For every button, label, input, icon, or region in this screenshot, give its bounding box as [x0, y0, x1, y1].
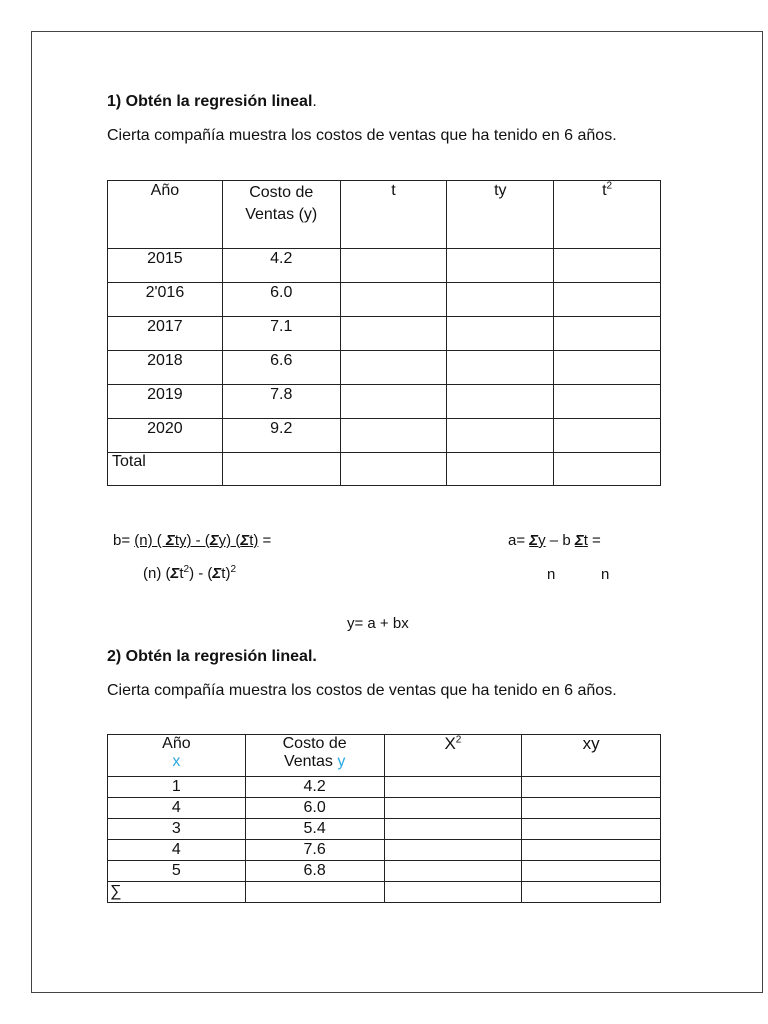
table2-cost-cell: 7.6: [245, 840, 384, 861]
table1-empty-cell[interactable]: [222, 453, 340, 486]
table2-header-row: [108, 735, 661, 777]
cost-table-1: [107, 180, 661, 486]
table-row: [108, 840, 661, 861]
table1-empty-cell[interactable]: [340, 385, 447, 419]
table2-empty-cell[interactable]: [384, 819, 522, 840]
table1-year-cell: 2017: [108, 317, 223, 351]
table2-empty-cell[interactable]: [384, 798, 522, 819]
table1-header-ty: ty: [447, 181, 554, 249]
table-row: [108, 317, 661, 351]
table1-empty-cell[interactable]: [554, 249, 661, 283]
table2-empty-cell[interactable]: [384, 861, 522, 882]
cost-table-2: [107, 734, 661, 903]
table1-empty-cell[interactable]: [447, 283, 554, 317]
table-row: [108, 283, 661, 317]
table1-empty-cell[interactable]: [340, 249, 447, 283]
table1-empty-cell[interactable]: [554, 419, 661, 453]
table2-empty-cell[interactable]: [384, 882, 522, 903]
table1-year-cell: 2015: [108, 249, 223, 283]
table1-empty-cell[interactable]: [340, 351, 447, 385]
table2-year-cell: 5: [108, 861, 246, 882]
table1-empty-cell[interactable]: [554, 283, 661, 317]
table2-sum-label: ∑: [108, 882, 246, 903]
table1-header-t: t: [340, 181, 447, 249]
table1-total-row: [108, 453, 661, 486]
table2-cost-cell: 6.8: [245, 861, 384, 882]
table2-empty-cell[interactable]: [522, 798, 661, 819]
table2-cost-cell: 6.0: [245, 798, 384, 819]
table1-cost-cell: 7.1: [222, 317, 340, 351]
table1-total-label: Total: [108, 453, 223, 486]
table1-header-cost: Costo de Ventas (y): [222, 181, 340, 249]
table2-year-cell: 4: [108, 798, 246, 819]
table1-year-cell: 2'016: [108, 283, 223, 317]
table2-cost-cell: 4.2: [245, 777, 384, 798]
section2-paragraph: Cierta compañía muestra los costos de ventas que ha tenido en 6 años.: [107, 682, 617, 699]
a-formula-denominator-n2: n: [601, 566, 610, 583]
table2-empty-cell[interactable]: [522, 882, 661, 903]
table1-empty-cell[interactable]: [554, 453, 661, 486]
table1-cost-cell: 9.2: [222, 419, 340, 453]
table1-cost-cell: 7.8: [222, 385, 340, 419]
table1-header-year: Año: [108, 181, 223, 249]
table2-empty-cell[interactable]: [522, 840, 661, 861]
table2-empty-cell[interactable]: [522, 777, 661, 798]
table-row: [108, 385, 661, 419]
table2-sum-row: [108, 882, 661, 903]
section2-heading: 2) Obtén la regresión lineal.: [107, 648, 317, 665]
table-row: [108, 798, 661, 819]
table2-cost-cell: 5.4: [245, 819, 384, 840]
table1-empty-cell[interactable]: [340, 283, 447, 317]
a-formula-numerator: a= Σy – b Σt =: [508, 532, 601, 549]
b-formula-denominator: (n) $(\Sigma t^2) - (\Sigma t)^2$: [143, 564, 237, 582]
table-row: [108, 861, 661, 882]
table-row: [108, 249, 661, 283]
table1-cost-cell: 4.2: [222, 249, 340, 283]
table1-empty-cell[interactable]: [447, 317, 554, 351]
table2-empty-cell[interactable]: [384, 777, 522, 798]
table1-header-row: [108, 181, 661, 249]
table1-year-cell: 2018: [108, 351, 223, 385]
table1-empty-cell[interactable]: [554, 317, 661, 351]
table2-year-cell: 4: [108, 840, 246, 861]
table1-cost-cell: 6.6: [222, 351, 340, 385]
table1-empty-cell[interactable]: [340, 317, 447, 351]
table1-empty-cell[interactable]: [447, 249, 554, 283]
table-row: [108, 351, 661, 385]
table-row: [108, 777, 661, 798]
table1-empty-cell[interactable]: [554, 385, 661, 419]
table2-empty-cell[interactable]: [522, 861, 661, 882]
table1-empty-cell[interactable]: [340, 453, 447, 486]
table1-year-cell: 2019: [108, 385, 223, 419]
table2-header-x2: $X^2$: [384, 735, 522, 777]
table1-empty-cell[interactable]: [340, 419, 447, 453]
b-formula-numerator: b= (n) ( Σty) - (Σy) (Σt) =: [113, 532, 272, 549]
table1-empty-cell[interactable]: [447, 453, 554, 486]
table1-empty-cell[interactable]: [447, 419, 554, 453]
table2-empty-cell[interactable]: [522, 819, 661, 840]
table2-empty-cell[interactable]: [245, 882, 384, 903]
table-row: [108, 419, 661, 453]
table1-cost-cell: 6.0: [222, 283, 340, 317]
table1-year-cell: 2020: [108, 419, 223, 453]
table2-header-cost: Costo de Ventas y: [245, 735, 384, 777]
table1-empty-cell[interactable]: [447, 351, 554, 385]
section1-paragraph: Cierta compañía muestra los costos de ventas que ha tenido en 6 años.: [107, 127, 617, 144]
line-equation: y= a + bx: [347, 615, 409, 632]
section1-heading: 1) Obtén la regresión lineal.: [107, 93, 317, 110]
table1-empty-cell[interactable]: [554, 351, 661, 385]
table1-empty-cell[interactable]: [447, 385, 554, 419]
table2-header-year: Año x: [108, 735, 246, 777]
table2-empty-cell[interactable]: [384, 840, 522, 861]
table-row: [108, 819, 661, 840]
table1-header-t2: $t^2$: [554, 181, 661, 249]
table2-year-cell: 3: [108, 819, 246, 840]
table2-header-xy: xy: [522, 735, 661, 777]
table2-year-cell: 1: [108, 777, 246, 798]
a-formula-denominator-n1: n: [547, 566, 556, 583]
